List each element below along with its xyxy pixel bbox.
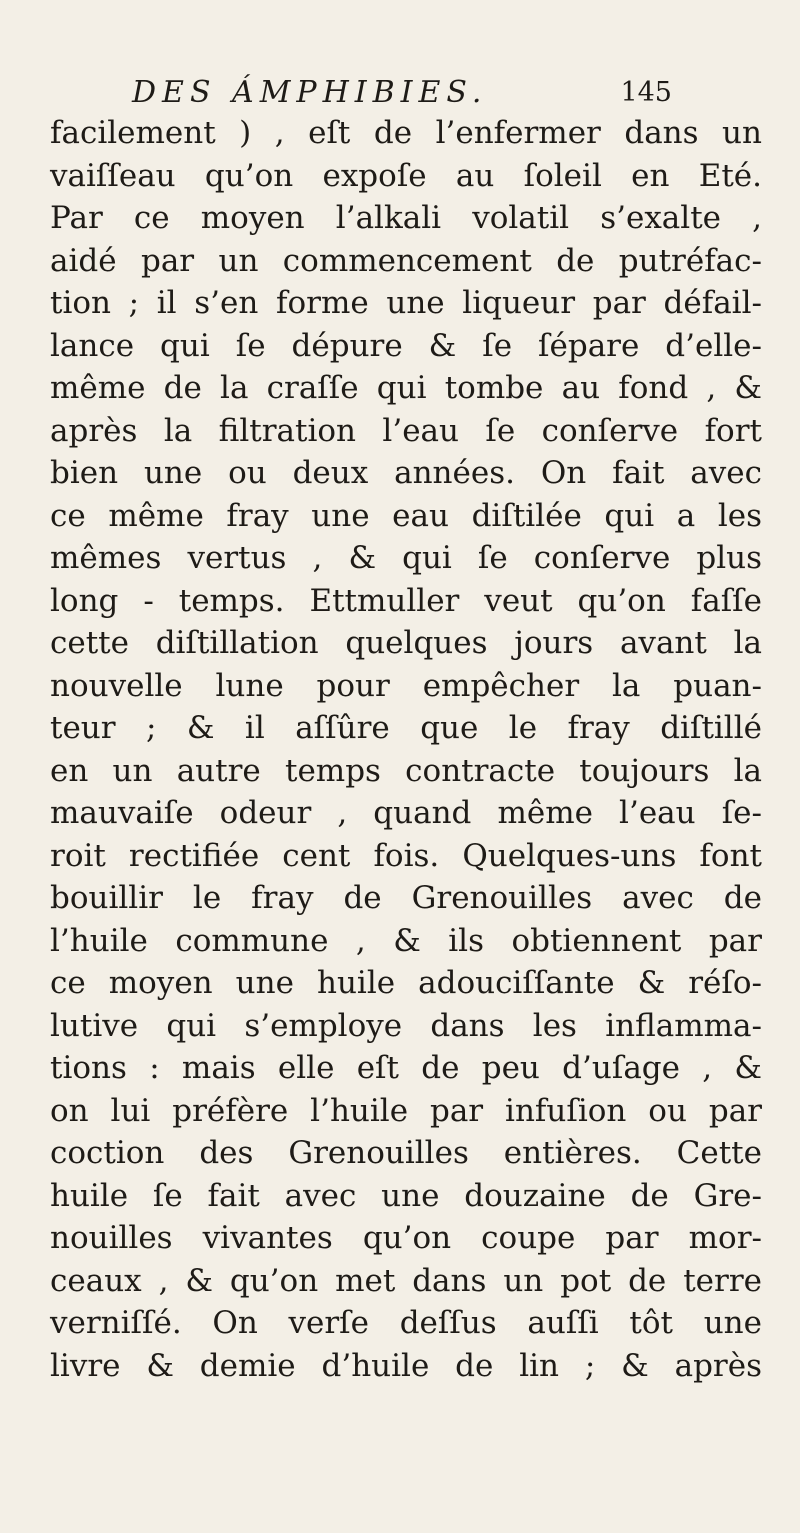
text-line: ce même fray une eau diſtilée qui a les (50, 497, 762, 534)
text-line: nouvelle lune pour empêcher la puan- (50, 667, 762, 704)
running-title: DES ÁMPHIBIES. (132, 75, 488, 110)
text-line: teur ; & il aſſûre que le fray diſtillé (50, 710, 762, 746)
text-line: l’huile commune , & ils obtiennent par (50, 922, 762, 959)
text-line: roit rectifiée cent fois. Quelques-uns font (50, 837, 762, 874)
text-line: vaiſſeau qu’on expoſe au ſoleil en Eté. (50, 157, 762, 194)
text-line: nouilles vivantes qu’on coupe par mor- (50, 1220, 762, 1256)
text-line: aidé par un commencement de putréfac- (50, 242, 762, 279)
text-line: lance qui ſe dépure & ſe ſépare d’elle- (50, 327, 762, 364)
text-line: tions : mais elle eſt de peu d’uſage , & (50, 1050, 762, 1086)
text-line: ce moyen une huile adouciſſante & réſo- (50, 965, 762, 1001)
text-line: Par ce moyen l’alkali volatil s’exalte , (50, 200, 762, 236)
text-line: après la filtration l’eau ſe conſerve fort (50, 412, 762, 449)
page-number: 145 (620, 77, 672, 108)
text-line: lutive qui s’employe dans les inflamma- (50, 1007, 762, 1044)
text-line: mêmes vertus , & qui ſe conſerve plus (50, 540, 762, 576)
text-line: ceaux , & qu’on met dans un pot de terre (50, 1262, 762, 1299)
page-header (132, 72, 672, 114)
text-line: bien une ou deux années. On fait avec (50, 455, 762, 491)
text-line: bouillir le fray de Grenouilles avec de (50, 880, 762, 916)
text-line: verniſſé. On verſe deſſus auſſi tôt une (50, 1305, 762, 1341)
text-line: coction des Grenouilles entières. Cette (50, 1135, 762, 1171)
text-line: huile ſe fait avec une douzaine de Gre- (50, 1177, 762, 1214)
text-line: cette diſtillation quelques jours avant la (50, 625, 762, 661)
text-line: long - temps. Ettmuller veut qu’on faſſe (50, 582, 762, 619)
text-line: en un autre temps contracte toujours la (50, 752, 762, 789)
text-line: livre & demie d’huile de lin ; & après (50, 1347, 762, 1384)
text-line: on lui préfère l’huile par infuſion ou par (50, 1092, 762, 1129)
text-line: facilement ) , eſt de l’enfermer dans un (50, 115, 762, 151)
text-line: mauvaiſe odeur , quand même l’eau ſe- (50, 795, 762, 831)
body-text (50, 112, 762, 1387)
text-line: tion ; il s’en forme une liqueur par défail- (50, 285, 762, 321)
text-line: même de la craſſe qui tombe au fond , & (50, 370, 762, 406)
